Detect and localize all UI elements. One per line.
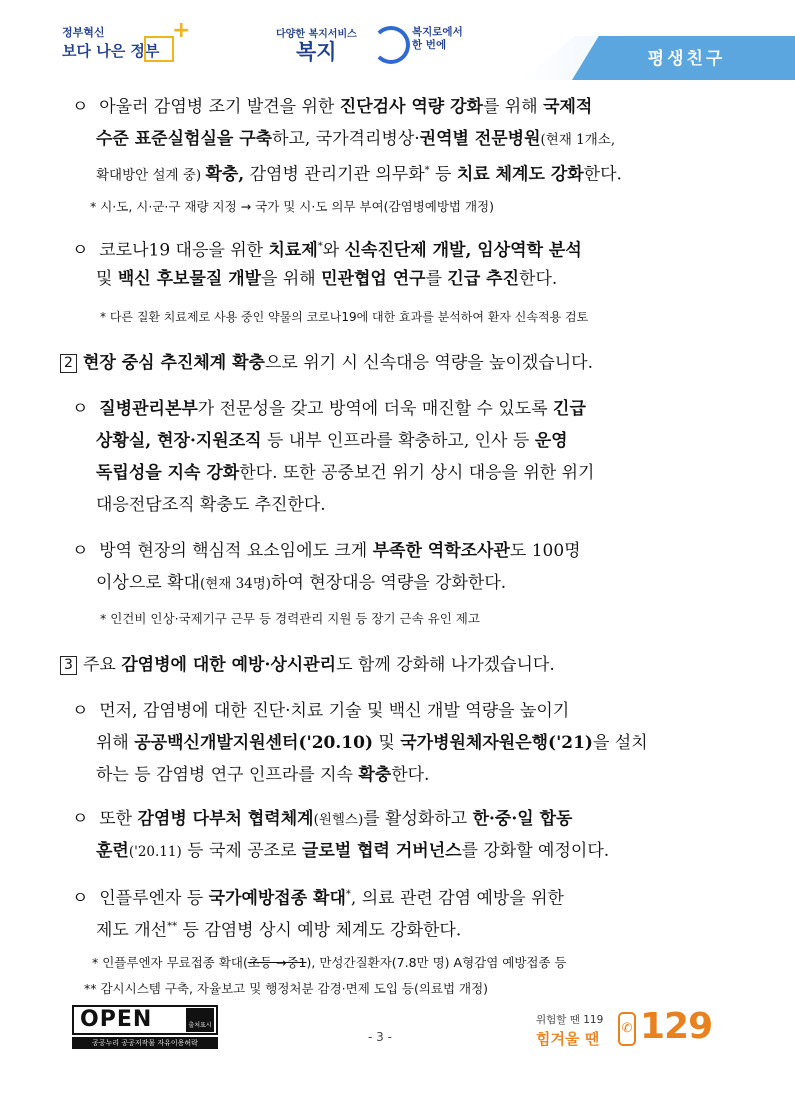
section-number-box: 2 (60, 354, 77, 373)
bullet-4-line-2 (96, 572, 506, 595)
bullet-marker: ㅇ (72, 888, 89, 909)
bullet-1-line-1 (72, 96, 592, 118)
bullet-6-line-2 (96, 840, 609, 863)
text-run: 와 (322, 240, 345, 261)
text-run-bold: 국가병원체자원은행('21) (400, 733, 593, 753)
bullet-3-line-1 (72, 398, 586, 420)
text-run: 를 위해 (482, 97, 544, 117)
bullet-5-line-1 (72, 700, 569, 722)
text-run: 및 (373, 733, 401, 753)
logo-left-top: 정부혁신 (62, 26, 105, 39)
text-run-bold: 진단검사 역량 강화 (339, 97, 483, 117)
section-number-box: 3 (60, 656, 77, 675)
text-run-bold: 치료 체계도 강화 (456, 164, 584, 185)
text-run: 을 설치 (592, 733, 648, 753)
text-run: 인플루엔자 등 (99, 888, 209, 909)
open-license-logo (72, 1005, 218, 1049)
text-run: 코로나19 대응을 위한 (99, 240, 269, 261)
text-run-bold: 치료제 (268, 240, 318, 261)
text-run-bold: 공공백신개발지원센터('20.10) (134, 733, 373, 753)
text-run: 등 감염병 상시 예방 체계도 강화한다. (177, 920, 462, 941)
hotline-text-2: 힘겨울 땐 (536, 1030, 600, 1048)
bullet-6-line-1 (72, 808, 572, 831)
footnote-mark: * (345, 889, 351, 900)
text-run: 감염병 관리기관 의무화 (244, 164, 425, 185)
text-run-bold: 민관협업 연구 (321, 269, 426, 289)
text-run: 하고, 국가격리병상· (272, 129, 420, 149)
text-run-bold: 긴급 (553, 399, 586, 419)
text-run: 방역 현장의 핵심적 요소임에도 크게 (99, 541, 373, 561)
section-2-heading (60, 352, 593, 374)
bullet-4-note: * 인건비 인상·국제기구 근무 등 경력관리 지원 등 장기 근속 유인 제고 (100, 611, 480, 626)
text-run: 를 (425, 269, 448, 289)
text-run: 한다. (391, 765, 430, 785)
text-run: , 의료 관련 감염 예방을 위한 (350, 888, 564, 909)
text-run-bold: 확충, (205, 164, 245, 185)
bullet-1-line-3 (96, 160, 622, 187)
text-run-bold: 질병관리본부 (99, 399, 198, 419)
bullet-marker: ㅇ (72, 541, 89, 561)
logo-mid-main: 복지 (296, 40, 337, 64)
text-run-bold: 국제적 (543, 97, 593, 117)
text-run-bold: 감염병에 대한 예방·상시관리 (121, 655, 337, 675)
text-run-bold: 운영 (534, 431, 568, 451)
hotline-text-1: 위험할 땐 119 (536, 1014, 604, 1026)
text-run-bold: 국가예방접종 확대 (208, 888, 346, 909)
bullet-3-line-4: 대응전담조직 확충도 추진한다. (96, 495, 326, 515)
bullet-1-line-2 (96, 128, 615, 151)
text-run: 또한 (99, 809, 138, 829)
bullet-marker: ㅇ (72, 701, 89, 721)
text-run: 하는 등 감염병 연구 인프라를 지속 (96, 765, 359, 785)
footnote-mark: * (424, 165, 430, 176)
text-run: 를 강화할 예정이다. (461, 841, 610, 861)
text-run-bold: 백신 후보물질 개발 (117, 269, 262, 289)
logo-left-main-a: 보다 나은 (62, 42, 126, 60)
text-run: 아울러 감염병 조기 발견을 위한 (99, 97, 340, 117)
text-run: 을 위해 (261, 269, 322, 289)
bullet-marker: ㅇ (72, 240, 89, 261)
text-run: 및 (96, 269, 118, 289)
text-run-bold: 한·중·일 합동 (472, 809, 573, 829)
bullet-7-note-1 (92, 954, 567, 972)
plus-icon: + (172, 18, 191, 43)
text-run: 하여 현장대응 역량을 강화한다. (271, 573, 507, 593)
text-run-small: (현재 34명) (199, 576, 272, 592)
text-run-strikethrough: 초등 →중1 (247, 955, 307, 970)
header-banner (520, 36, 795, 80)
hotline-logo (536, 1006, 716, 1050)
text-run-bold: 감염병 다부처 협력체계 (137, 809, 314, 829)
bullet-2-note: * 다른 질환 치료제로 사용 중인 약물의 코로나19에 대한 효과를 분석하여 환자 신속적용 검토 (100, 310, 589, 324)
footnote-mark: ** (167, 921, 178, 932)
bullet-marker: ㅇ (72, 97, 89, 117)
bullet-2-line-1 (72, 236, 582, 262)
footnote-mark: * (317, 241, 323, 252)
bullet-marker: ㅇ (72, 809, 89, 829)
text-run-bold: 상황실, 현장·지원조직 (96, 431, 262, 451)
bullet-7-line-2 (96, 916, 461, 942)
text-run: 등 (429, 164, 457, 185)
text-run-bold: 현장 중심 추진체계 확충 (83, 353, 265, 373)
text-run-small: 확대방안 설계 중) (96, 167, 206, 184)
page-number: - 3 - (368, 1030, 392, 1044)
text-run: 가 전문성을 갖고 방역에 더욱 매진할 수 있도록 (197, 399, 554, 419)
text-run-bold: 권역별 전문병원 (419, 129, 541, 149)
logo-mid-side-1: 복지로에서 (412, 26, 463, 38)
attribution-icon: 출처표시 (186, 1008, 214, 1032)
text-run-bold: 확충 (358, 765, 392, 785)
text-run: 위해 (96, 733, 135, 753)
phone-icon: ✆ (618, 1012, 636, 1046)
logo-mid-side-2: 한 번에 (412, 39, 447, 51)
text-run-bold: 긴급 추진 (447, 269, 520, 289)
logo-bracket-right (144, 36, 174, 62)
section-3-heading (60, 654, 555, 676)
bullet-3-line-3 (96, 462, 594, 484)
text-run: * 인플루엔자 무료접종 확대( (92, 955, 248, 970)
text-run: 도 함께 강화해 나가겠습니다. (336, 655, 555, 675)
open-logo-subtitle: 공공누리 공공저작물 자유이용허락 (72, 1037, 218, 1049)
text-run-small: (현재 1개소, (540, 132, 616, 148)
text-run: 를 활성화하고 (363, 809, 473, 829)
logo-mid-side (412, 26, 463, 52)
text-run-bold: 훈련 (96, 841, 129, 861)
bullet-3-line-2 (96, 430, 568, 452)
logo-left-main-b: 정부 (130, 42, 160, 60)
text-run-small: ('20.11) (128, 844, 182, 860)
text-run: 등 내부 인프라를 확충하고, 인사 등 (261, 431, 535, 451)
text-run-small: (원헬스) (313, 812, 364, 828)
text-run: 으로 위기 시 신속대응 역량을 높이겠습니다. (264, 353, 594, 373)
text-run: 먼저, 감염병에 대한 진단·치료 기술 및 백신 개발 역량을 높이기 (99, 701, 570, 721)
text-run-bold: 글로벌 협력 거버넌스 (301, 841, 462, 861)
bullet-7-line-1 (72, 884, 564, 910)
text-run: 주요 (83, 655, 122, 675)
text-run-bold: 독립성을 지속 강화 (96, 463, 240, 483)
bullet-7-note-2: ** 감시시스템 구축, 자율보고 및 행정처분 감경·면제 도입 등(의료법 개정) (84, 981, 489, 996)
bullet-4-line-1 (72, 540, 581, 562)
text-run: ), 만성간질환자(7.8만 명) A형감염 예방접종 등 (306, 955, 567, 970)
text-run: 이상으로 확대 (96, 573, 200, 593)
text-run: 제도 개선 (96, 920, 168, 941)
bullet-1-note: * 시·도, 시·군·구 재량 지정 → 국가 및 시·도 의무 부여(감염병예방법 개정) (90, 199, 495, 214)
text-run: 한다. (519, 269, 558, 289)
bullet-marker: ㅇ (72, 399, 89, 419)
logo-mid-top: 다양한 복지서비스 (276, 29, 357, 40)
arc-icon (372, 26, 410, 64)
bullet-2-line-2 (96, 268, 557, 290)
text-run-bold: 부족한 역학조사관 (372, 541, 510, 561)
open-logo-word: OPEN (80, 1007, 153, 1032)
text-run-bold: 수준 표준실험실을 구축 (96, 129, 273, 149)
text-run-bold: 신속진단제 개발, 임상역학 분석 (344, 240, 582, 261)
bokjiro-logo (276, 20, 463, 64)
text-run: 한다. 또한 공중보건 위기 상시 대응을 위한 위기 (239, 463, 595, 483)
text-run: 도 100명 (509, 541, 581, 561)
banner-title: 평생친구 (647, 49, 726, 69)
government-innovation-logo (58, 18, 191, 70)
bullet-5-line-2 (96, 732, 648, 754)
text-run: 한다. (583, 164, 622, 185)
hotline-number: 129 (640, 1006, 713, 1047)
text-run: 등 국제 공조로 (181, 841, 302, 861)
bullet-5-line-3 (96, 764, 429, 786)
